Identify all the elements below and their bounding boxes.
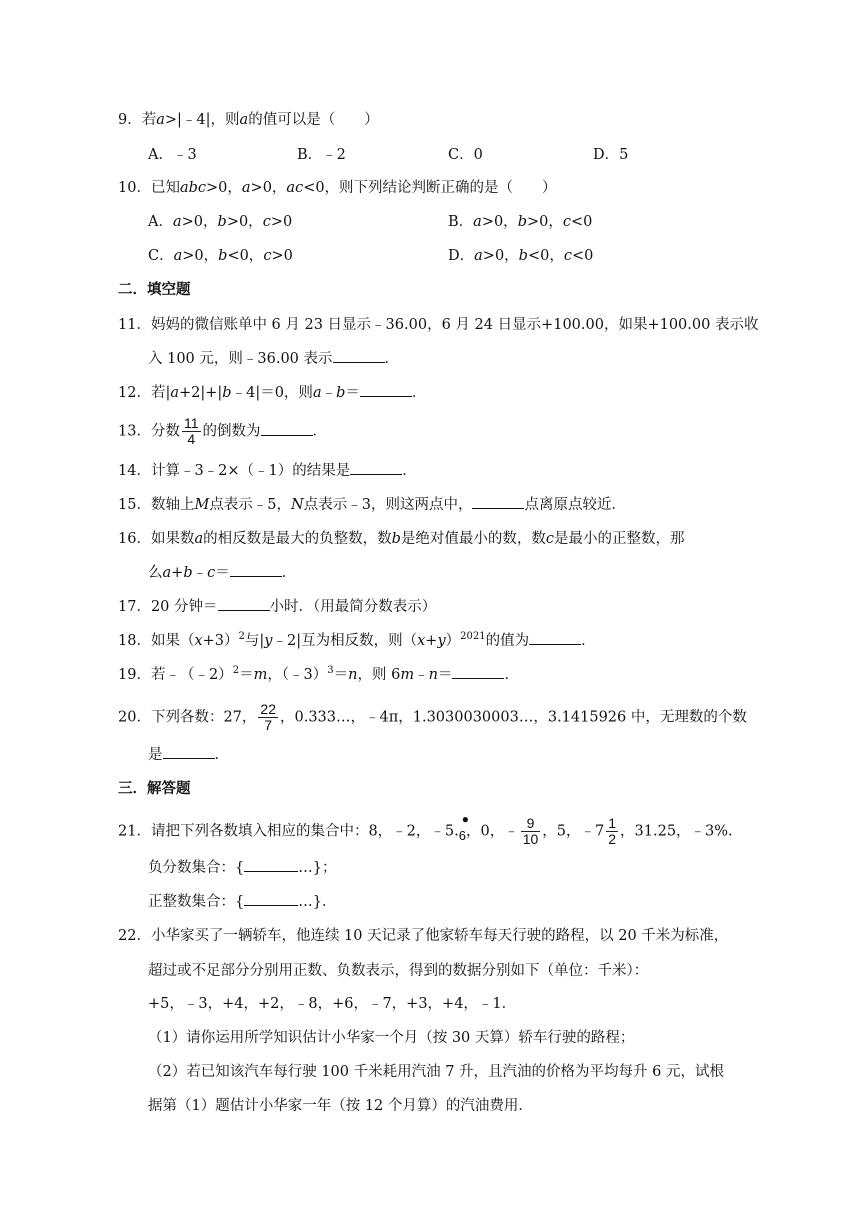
- option-var: c: [562, 214, 571, 230]
- q16-end: ．: [281, 565, 297, 581]
- option-text: <0，: [227, 248, 264, 264]
- question-20-line2: [148, 745, 229, 765]
- q12-end: ．: [411, 385, 427, 401]
- q16-var: c: [207, 565, 216, 581]
- q9-text: 的值可以是（ ）: [248, 112, 379, 128]
- answer-blank[interactable]: [244, 892, 298, 906]
- q9-var: a: [239, 112, 249, 128]
- answer-blank[interactable]: [529, 631, 581, 645]
- option-var: b: [517, 214, 527, 230]
- q20-text: 是: [148, 747, 163, 763]
- option-text: <0: [571, 248, 594, 264]
- q10-number: 10．: [118, 180, 151, 196]
- question-12: [118, 383, 426, 403]
- q10-option-c: [148, 246, 293, 266]
- fraction-denominator: 10: [522, 831, 539, 847]
- option-text: >0: [270, 214, 293, 230]
- q16-text: 16．如果数: [118, 531, 195, 547]
- q10-text: >0，: [250, 180, 287, 196]
- negative-fraction-set: [148, 858, 336, 878]
- q13-text: 的倒数为: [202, 423, 261, 440]
- q15-text: 15．数轴上: [118, 497, 195, 513]
- option-var: a: [173, 248, 183, 264]
- q15-text: 点离原点较近．: [524, 497, 626, 513]
- q16-var: b: [391, 531, 401, 547]
- question-21: [118, 811, 733, 847]
- option-letter: C．: [148, 248, 174, 264]
- question-22-line2: 超过或不足部分分别用正数、负数表示，得到的数据分别如下（单位：千米）：: [148, 963, 649, 979]
- q16-text: ﹣: [192, 565, 208, 581]
- q19-exponent: 3: [327, 665, 334, 676]
- q19-var: n: [428, 667, 438, 683]
- question-18: [118, 631, 596, 651]
- answer-blank[interactable]: [261, 422, 313, 436]
- fraction-numerator: 9: [521, 816, 541, 832]
- fraction-numerator: 1: [608, 815, 617, 831]
- q21-text: ，5，﹣7: [542, 823, 605, 840]
- q9-text: >|﹣4|，则: [164, 112, 240, 128]
- q9-option-b: B．﹣2: [297, 147, 346, 163]
- q19-text: ，（﹣3）: [267, 667, 328, 683]
- question-9: [118, 110, 379, 130]
- q12-var: a: [170, 385, 179, 401]
- q16-text: ＝: [215, 565, 230, 581]
- option-var: a: [474, 248, 483, 264]
- q12-var: b: [336, 385, 346, 401]
- positive-integer-set: [148, 892, 336, 912]
- answer-blank[interactable]: [230, 563, 282, 577]
- q21-text: ，31.25，﹣3%.: [620, 823, 733, 840]
- option-letter: B．: [448, 214, 474, 230]
- q10-var: a: [241, 180, 251, 196]
- question-17: [118, 597, 436, 617]
- q15-text: 点表示﹣3，则这两点中，: [303, 497, 473, 513]
- q19-var: n: [348, 667, 358, 683]
- option-text: <0: [570, 214, 593, 230]
- option-text: >0: [271, 248, 293, 264]
- fraction-denominator: 2: [608, 831, 617, 847]
- q12-text: ＝: [345, 385, 360, 401]
- question-19: [118, 665, 519, 685]
- q9-var: a: [156, 112, 165, 128]
- option-var: a: [172, 214, 182, 230]
- q19-text: 19．若﹣（﹣2）: [118, 667, 233, 683]
- option-text: >0，: [182, 248, 219, 264]
- question-11-line2: [148, 349, 399, 369]
- q9-option-c: C．0: [448, 147, 483, 163]
- q19-var: m: [253, 667, 268, 683]
- q18-exponent: 2021: [460, 631, 486, 642]
- q11-end: ．: [384, 351, 400, 367]
- fraction-9-10: [521, 816, 541, 847]
- q16-text: +: [171, 565, 184, 581]
- question-20-line1: [118, 702, 747, 733]
- option-var: b: [217, 214, 227, 230]
- q18-var: y: [264, 633, 273, 649]
- question-22-part2-line2: 据第（1）题估计小华家一年（按 12 个月算）的汽油费用．: [148, 1098, 533, 1114]
- q18-var: x: [417, 633, 426, 649]
- q11-text: 入 100 元，则﹣36.00 表示: [148, 351, 333, 367]
- set-end: …}；: [298, 860, 337, 876]
- set-label: 正整数集合：{: [148, 894, 245, 910]
- q9-option-d: D．5: [593, 147, 629, 163]
- repeat-dot-icon: ●: [461, 811, 469, 826]
- option-var: c: [263, 248, 272, 264]
- q17-text: 小时．（用最简分数表示）: [269, 599, 437, 615]
- answer-blank[interactable]: [163, 745, 215, 759]
- set-end: …}．: [298, 894, 337, 910]
- option-var: b: [518, 248, 528, 264]
- q18-text: ）: [445, 633, 461, 649]
- q18-text: +: [425, 633, 438, 649]
- q19-exponent: 2: [232, 665, 240, 676]
- q10-option-d: [448, 246, 593, 266]
- q19-var: m: [400, 667, 415, 683]
- q10-text: <0，则下列结论判断正确的是（ ）: [303, 180, 557, 196]
- answer-blank[interactable]: [360, 383, 412, 397]
- q20-end: ．: [214, 747, 229, 763]
- option-var: c: [563, 248, 572, 264]
- q19-text: ，则 6: [357, 667, 401, 683]
- answer-blank[interactable]: [218, 597, 270, 611]
- q18-var: y: [437, 633, 446, 649]
- q20-text: 20．下列各数：27，: [118, 709, 257, 726]
- option-letter: D．: [448, 248, 475, 264]
- answer-blank[interactable]: [244, 858, 298, 872]
- answer-blank[interactable]: [350, 461, 402, 475]
- question-13: [118, 416, 327, 447]
- q18-text: ﹣2|互为相反数，则（: [272, 633, 418, 649]
- q17-text: 17．20 分钟＝: [118, 599, 218, 615]
- q16-text: 是最小的正整数，那: [554, 531, 685, 547]
- question-15: [118, 495, 626, 515]
- fraction-1-2: [606, 816, 618, 847]
- q16-var: a: [194, 531, 204, 547]
- option-text: >0，: [226, 214, 263, 230]
- set-label: 负分数集合：{: [148, 860, 245, 876]
- question-10: [118, 178, 557, 198]
- q18-text: 与|: [244, 633, 265, 649]
- q16-var: a: [162, 565, 172, 581]
- q21-text: ，0，﹣: [465, 823, 519, 840]
- option-letter: A．: [148, 214, 173, 230]
- fraction-11-4: [182, 416, 201, 447]
- q19-text: ＝: [333, 667, 349, 683]
- question-16-line1: [118, 529, 685, 549]
- option-text: >0，: [181, 214, 218, 230]
- q12-text: ﹣4|＝0，则: [231, 385, 313, 401]
- q12-text: 12．若|: [118, 385, 171, 401]
- q10-text: 已知: [150, 180, 180, 196]
- section-heading-solve: 三．解答题: [118, 780, 191, 797]
- q19-text: ＝: [239, 667, 254, 683]
- q10-var: abc: [179, 180, 207, 196]
- option-var: a: [473, 214, 482, 230]
- q20-text: ，0.333…，﹣4π，1.3030030003…，3.1415926 中，无理数的个数: [279, 709, 747, 726]
- question-22-data: +5，﹣3，+4，+2，﹣8，+6，﹣7，+3，+4，﹣1．: [148, 996, 517, 1012]
- q18-text: 18．如果（: [118, 633, 195, 649]
- question-14: [118, 461, 417, 481]
- q14-text: 14．计算﹣3﹣2×（﹣1）的结果是: [118, 463, 351, 479]
- q12-var: a: [312, 385, 322, 401]
- q18-text: 的值为: [485, 633, 530, 649]
- question-22-part1: （1）请你运用所学知识估计小华家一个月（按 30 天算）轿车行驶的路程；: [148, 1030, 635, 1046]
- q10-text: >0，: [206, 180, 242, 196]
- option-text: >0，: [481, 214, 518, 230]
- q9-option-a: A．﹣3: [148, 147, 197, 163]
- answer-blank[interactable]: [472, 495, 524, 509]
- fraction-denominator: 4: [187, 431, 196, 447]
- question-22-part2-line1: （2）若已知该汽车每行驶 100 千米耗用汽油 7 升，且汽油的价格为平均每升 6 元，试根: [148, 1064, 725, 1080]
- option-text: <0，: [527, 248, 564, 264]
- fraction-numerator: 22: [260, 701, 276, 717]
- repeating-decimal-digit: [458, 811, 469, 846]
- q19-text: ﹣: [414, 667, 429, 683]
- q10-var: ac: [286, 180, 304, 196]
- option-var: b: [218, 248, 228, 264]
- question-11-line1: 11．妈妈的微信账单中 6 月 23 日显示﹣36.00，6 月 24 日显示+100.00，如果+100.00 表示收: [118, 317, 759, 333]
- q18-text: +3）: [202, 633, 239, 649]
- repeat-digit: 6: [458, 827, 466, 843]
- q13-text: 13．分数: [118, 423, 180, 440]
- question-22-line1: 22．小华家买了一辆轿车，他连续 10 天记录了他家轿车每天行驶的路程，以 20 千米为标准，: [118, 928, 729, 944]
- q18-exponent: 2: [238, 631, 245, 642]
- q19-text: ＝: [437, 667, 453, 683]
- fraction-numerator: 11: [183, 415, 199, 431]
- q16-text: 么: [148, 565, 163, 581]
- fraction-denominator: 7: [264, 717, 273, 733]
- question-16-line2: [148, 563, 296, 583]
- q15-var: M: [194, 497, 210, 513]
- q9-number: 9．: [118, 112, 142, 128]
- q15-text: 点表示﹣5，: [209, 497, 292, 513]
- q14-end: ．: [402, 463, 417, 479]
- q15-var: N: [291, 497, 304, 513]
- answer-blank[interactable]: [333, 349, 385, 363]
- q10-option-a: [148, 212, 292, 232]
- answer-blank[interactable]: [452, 665, 504, 679]
- q16-var: b: [183, 565, 193, 581]
- section-heading-fill-in: 二．填空题: [118, 281, 191, 298]
- q21-text: 21．请把下列各数填入相应的集合中：8，﹣2，﹣5.: [118, 823, 459, 840]
- q18-end: ．: [581, 633, 596, 649]
- q19-end: ．: [504, 667, 519, 683]
- q9-text: 若: [141, 112, 157, 128]
- q10-option-b: [448, 212, 592, 232]
- q16-text: 是绝对值最小的数，数: [400, 531, 546, 547]
- q16-var: c: [545, 531, 555, 547]
- q12-text: ﹣: [321, 385, 337, 401]
- q16-text: 的相反数是最大的负整数，数: [203, 531, 392, 547]
- option-var: c: [262, 214, 271, 230]
- option-text: >0，: [482, 248, 519, 264]
- q18-var: x: [194, 633, 203, 649]
- fraction-22-7: [258, 702, 278, 733]
- q12-text: +2|+|: [179, 385, 223, 401]
- option-text: >0，: [526, 214, 563, 230]
- q12-var: b: [222, 385, 232, 401]
- q13-end: ．: [312, 423, 327, 440]
